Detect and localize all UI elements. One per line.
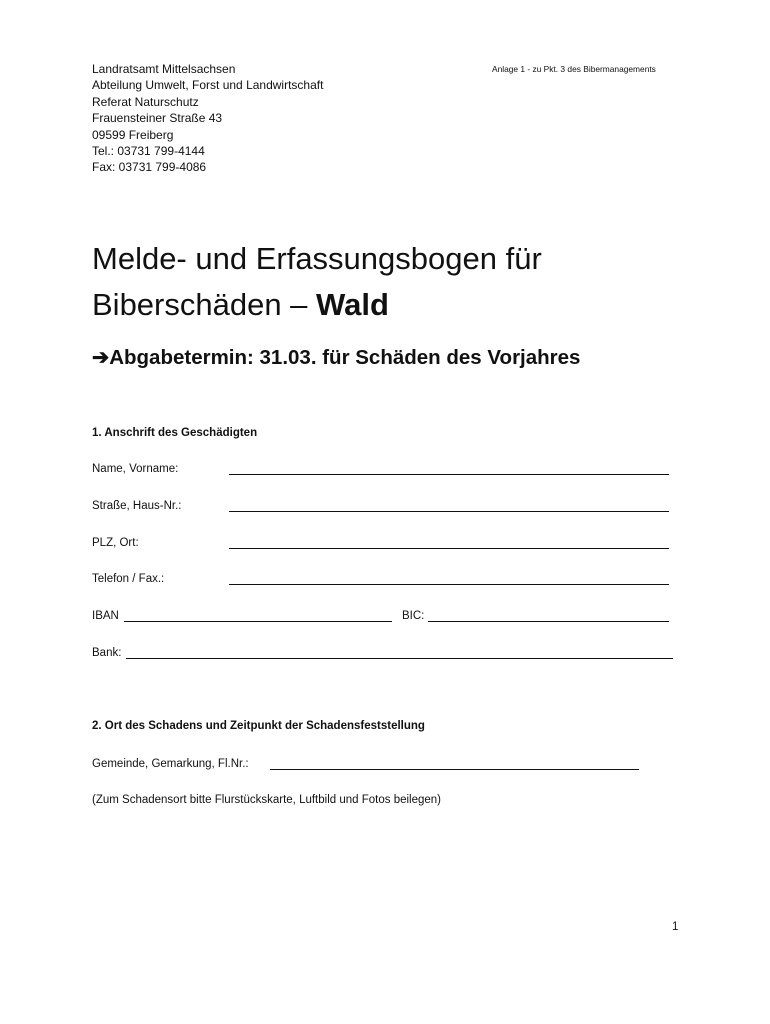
address-line: Tel.: 03731 799-4144 [92, 144, 205, 159]
phone-field[interactable] [229, 584, 669, 585]
title-line-2-prefix: Biberschäden – [92, 287, 317, 322]
plz-field[interactable] [229, 548, 669, 549]
address-line: Referat Naturschutz [92, 94, 199, 109]
plz-label: PLZ, Ort: [92, 537, 139, 549]
address-line: Fax: 03731 799-4086 [92, 160, 207, 175]
street-field[interactable] [229, 511, 669, 512]
sender-address [92, 61, 323, 176]
phone-label: Telefon / Fax.: [92, 573, 165, 585]
bic-label: BIC: [402, 610, 425, 622]
bic-field[interactable] [428, 621, 669, 622]
address-line: Frauensteiner Straße 43 [92, 111, 223, 126]
attachment-note: Anlage 1 - zu Pkt. 3 des Bibermanagements [492, 64, 656, 74]
deadline [92, 345, 580, 370]
arrow-icon: ➔ [92, 346, 110, 369]
title-line-1: Melde- und Erfassungsbogen für [92, 241, 542, 276]
bank-label: Bank: [92, 647, 122, 659]
title-line-2 [92, 282, 542, 328]
gemeinde-field[interactable] [270, 769, 639, 770]
deadline-text: Abgabetermin: 31.03. für Schäden des Vorjahres [109, 346, 581, 369]
section-2-heading: 2. Ort des Schadens und Zeitpunkt der Schadensfeststellung [92, 720, 425, 732]
attachment-instructions: (Zum Schadensort bitte Flurstückskarte, Luftbild und Fotos beilegen) [92, 794, 442, 806]
gemeinde-label: Gemeinde, Gemarkung, Fl.Nr.: [92, 758, 249, 770]
name-label: Name, Vorname: [92, 463, 179, 475]
street-label: Straße, Haus-Nr.: [92, 500, 182, 512]
address-line: Abteilung Umwelt, Forst und Landwirtschaft [92, 78, 324, 93]
page-number: 1 [672, 921, 679, 933]
section-1-heading: 1. Anschrift des Geschädigten [92, 427, 258, 439]
name-field[interactable] [229, 474, 669, 475]
title-line-2-bold: Wald [316, 287, 389, 322]
iban-label: IBAN [92, 610, 119, 622]
address-line: Landratsamt Mittelsachsen [92, 62, 236, 76]
address-line: 09599 Freiberg [92, 127, 174, 142]
bank-field[interactable] [126, 658, 673, 659]
iban-field[interactable] [124, 621, 392, 622]
document-title [92, 236, 542, 328]
